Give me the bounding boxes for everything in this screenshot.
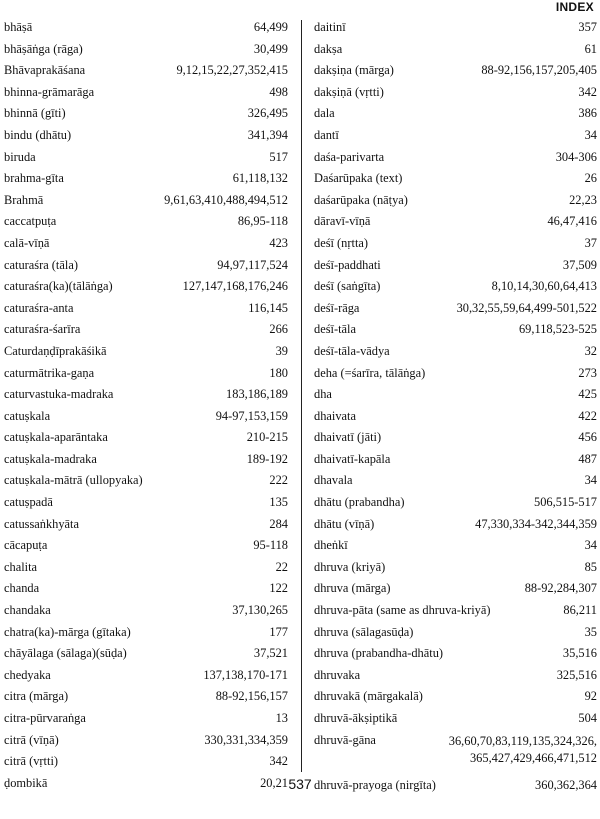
index-entry	[4, 106, 288, 128]
index-page-refs: 284	[269, 516, 288, 531]
index-term: dhaivatī (jāti)	[314, 430, 382, 445]
index-entry	[314, 279, 597, 301]
index-entry	[4, 495, 288, 517]
index-term: dhavala	[314, 473, 353, 488]
index-entry	[4, 42, 288, 64]
index-page-refs: 504	[578, 711, 597, 725]
index-page-refs: 64,499	[253, 20, 288, 34]
index-page-refs: 9,12,15,22,27,352,415	[176, 63, 288, 78]
index-page-refs: 37,130,265	[232, 603, 288, 618]
index-entry	[314, 711, 597, 733]
index-page-refs: 30,499	[253, 41, 288, 56]
index-entry	[4, 625, 288, 647]
index-term: citra-pūrvaraṅga	[4, 711, 86, 725]
index-entry	[4, 366, 288, 388]
index-entry	[314, 85, 597, 107]
column-divider	[301, 20, 302, 772]
index-entry	[314, 214, 597, 236]
index-page-refs: 86,211	[563, 603, 597, 618]
index-term: deśī-paddhati	[314, 257, 381, 272]
index-entry	[314, 560, 597, 582]
index-page-refs: 330,331,334,359	[204, 732, 288, 747]
index-page-refs: 37,509	[562, 257, 597, 272]
index-term: caturaśra (tāla)	[4, 257, 78, 272]
index-page-refs: 342	[269, 754, 288, 769]
index-page-refs: 35	[584, 624, 597, 639]
index-term: caturaśra-anta	[4, 300, 74, 315]
index-column-right	[314, 20, 597, 799]
index-term: deśī (nṛtta)	[314, 235, 369, 250]
index-term: catuṣkala-aparāntaka	[4, 430, 108, 445]
index-entry	[314, 646, 597, 668]
index-page-refs: 9,61,63,410,488,494,512	[164, 192, 288, 207]
index-term: bhāṣāṅga (rāga)	[4, 41, 83, 56]
index-page-refs: 47,330,334-342,344,359	[475, 516, 597, 531]
index-entry	[314, 495, 597, 517]
index-entry	[4, 322, 288, 344]
running-header: INDEX	[555, 0, 594, 14]
index-term: dhātu (vīṇā)	[314, 516, 375, 531]
index-term: catuṣkala	[4, 408, 51, 423]
index-entry	[4, 538, 288, 560]
index-entry	[4, 560, 288, 582]
index-page-refs: 137,138,170-171	[203, 667, 288, 682]
index-term: dhruva-pāta (same as dhruva-kriyā)	[314, 603, 491, 618]
index-page-refs: 86,95-118	[237, 214, 288, 229]
index-term: chalita	[4, 559, 38, 574]
index-page-refs: 189-192	[246, 451, 288, 466]
index-entry	[4, 150, 288, 172]
index-term: Daśarūpaka (text)	[314, 171, 403, 186]
index-term: bhinnā (gīti)	[4, 106, 66, 121]
index-page-refs: 425	[578, 387, 597, 402]
index-entry	[4, 387, 288, 409]
index-page-refs: 88-92,156,157	[215, 689, 288, 704]
index-page-refs: 37,521	[253, 646, 288, 661]
index-page-refs: 26	[584, 171, 597, 186]
index-term: chandaka	[4, 603, 51, 618]
index-entry	[4, 171, 288, 193]
index-page-refs: 85	[584, 559, 597, 574]
index-entry	[314, 409, 597, 431]
index-entry	[4, 452, 288, 474]
index-term: catuṣpadā	[4, 495, 53, 510]
index-term: catuṣkala-mātrā (ullopyaka)	[4, 473, 143, 488]
index-entry	[314, 20, 597, 42]
index-entry	[4, 63, 288, 85]
index-entry	[4, 85, 288, 107]
index-term: dheṅkī	[314, 538, 348, 553]
index-term: caturvastuka-madraka	[4, 387, 114, 402]
index-entry	[314, 517, 597, 539]
index-page-refs: 61	[584, 41, 597, 56]
index-page-refs: 517	[269, 149, 288, 164]
index-page-refs: 34	[584, 538, 597, 553]
index-entry	[314, 258, 597, 280]
index-page-refs: 273	[578, 365, 597, 380]
index-term: dakṣiṇā (vṛtti)	[314, 84, 384, 99]
index-entry	[314, 128, 597, 150]
index-entry	[314, 581, 597, 603]
index-entry	[4, 193, 288, 215]
index-entry	[314, 430, 597, 452]
index-page-refs: 32	[584, 343, 597, 358]
index-entry	[314, 106, 597, 128]
index-entry	[314, 322, 597, 344]
index-page-refs: 46,47,416	[547, 214, 597, 229]
index-term: caccatpuṭa	[4, 214, 57, 229]
index-entry	[314, 689, 597, 711]
index-term: Brahmā	[4, 192, 44, 207]
index-entry	[4, 754, 288, 776]
index-term: bhinna-grāmarāga	[4, 84, 95, 99]
index-page-refs: 357	[578, 20, 597, 34]
index-page-refs: 22	[275, 559, 288, 574]
index-page-refs: 122	[269, 581, 288, 596]
index-term: dhruva (prabandha-dhātu)	[314, 646, 444, 661]
index-term: caturaśra-śarīra	[4, 322, 81, 337]
index-page-refs: 342	[578, 84, 597, 99]
index-term: dhātu (prabandha)	[314, 495, 405, 510]
index-page-refs: 422	[578, 408, 597, 423]
index-page-refs: 95-118	[253, 538, 288, 553]
index-term: dhruva (kriyā)	[314, 559, 386, 574]
index-entry	[314, 452, 597, 474]
index-term: daitinī	[314, 20, 346, 34]
index-page-refs: 69,118,523-525	[518, 322, 597, 337]
index-page-refs: 34	[584, 473, 597, 488]
index-entry	[4, 20, 288, 42]
index-entry	[4, 517, 288, 539]
index-entry	[4, 711, 288, 733]
index-page-refs: 326,495	[247, 106, 288, 121]
index-entry	[314, 63, 597, 85]
index-entry	[4, 236, 288, 258]
page-number: 537	[288, 776, 312, 792]
index-page-refs: 456	[578, 430, 597, 445]
index-entry	[4, 473, 288, 495]
index-term: bindu (dhātu)	[4, 127, 72, 142]
index-page-refs: 30,32,55,59,64,499-501,522	[456, 300, 597, 315]
index-entry	[4, 344, 288, 366]
index-entry	[4, 128, 288, 150]
index-page-refs: 22,23	[569, 192, 597, 207]
index-term: citrā (vīṇā)	[4, 732, 59, 747]
index-page-refs: 37	[584, 235, 597, 250]
index-entry	[4, 733, 288, 755]
index-term: caturmātrika-gaṇa	[4, 365, 95, 380]
index-term: cācapuṭa	[4, 538, 48, 553]
index-term: catuṣkala-madraka	[4, 451, 97, 466]
index-page-refs: 13	[275, 711, 288, 725]
index-entry	[4, 279, 288, 301]
index-term: chanda	[4, 581, 40, 596]
index-page-refs: 222	[269, 473, 288, 488]
index-term: bhāṣā	[4, 20, 33, 34]
index-term: dala	[314, 106, 335, 121]
index-term: catussaṅkhyāta	[4, 516, 80, 531]
index-term: calā-vīṇā	[4, 235, 50, 250]
index-term: chatra(ka)-mārga (gītaka)	[4, 624, 131, 639]
index-entry	[314, 668, 597, 690]
index-entry	[314, 301, 597, 323]
index-term: citra (mārga)	[4, 689, 69, 704]
index-term: dhaivatī-kapāla	[314, 451, 391, 466]
index-term: Bhāvaprakāśana	[4, 63, 86, 78]
index-page-refs: 183,186,189	[226, 387, 288, 402]
index-page-refs: 266	[269, 322, 288, 337]
index-term: dhruvā-gāna	[314, 732, 376, 747]
index-term: dantī	[314, 127, 339, 142]
index-page-refs: 36,60,70,83,119,135,324,326, 365,427,429,466,471,512	[448, 733, 597, 765]
index-term: ḍombikā	[4, 775, 48, 790]
index-page-refs: 88-92,156,157,205,405	[481, 63, 597, 78]
index-term: caturaśra(ka)(tālāṅga)	[4, 279, 113, 294]
index-page-refs: 177	[269, 624, 288, 639]
index-term: dāravī-vīṇā	[314, 214, 371, 229]
index-term: dhaivata	[314, 408, 356, 423]
index-term: deśī (saṅgīta)	[314, 279, 381, 294]
index-entry	[314, 538, 597, 560]
index-term: dhruvaka	[314, 667, 361, 682]
index-column-left	[4, 20, 288, 797]
index-term: dakṣa	[314, 41, 343, 56]
index-term: brahma-gīta	[4, 171, 64, 186]
index-entry	[314, 366, 597, 388]
index-page-refs: 92	[584, 689, 597, 704]
index-page-refs: 8,10,14,30,60,64,413	[491, 279, 597, 294]
index-page-refs: 116,145	[248, 300, 288, 315]
index-page-refs: 94-97,153,159	[215, 408, 288, 423]
index-page-refs: 127,147,168,176,246	[182, 279, 288, 294]
index-entry	[314, 733, 597, 778]
index-entry	[4, 409, 288, 431]
index-term: deha (=śarīra, tālāṅga)	[314, 365, 426, 380]
index-page-refs: 88-92,284,307	[524, 581, 597, 596]
index-entry	[314, 473, 597, 495]
index-page-refs: 487	[578, 451, 597, 466]
index-entry	[314, 344, 597, 366]
index-term: chāyālaga (sālaga)(sūḍa)	[4, 646, 127, 661]
index-term: dhruva (mārga)	[314, 581, 391, 596]
index-page-refs: 61,118,132	[232, 171, 288, 186]
index-entry	[314, 236, 597, 258]
index-term: dha	[314, 387, 332, 402]
index-term: Caturdaṇḍīprakāśikā	[4, 343, 107, 358]
index-page-refs: 506,515-517	[534, 495, 597, 510]
index-page-refs: 135	[269, 495, 288, 510]
index-entry	[4, 689, 288, 711]
index-entry	[314, 603, 597, 625]
index-entry	[4, 258, 288, 280]
index-page-refs: 423	[269, 235, 288, 250]
index-entry	[314, 387, 597, 409]
index-entry	[314, 193, 597, 215]
index-page-refs: 341,394	[247, 127, 288, 142]
index-page-refs: 180	[269, 365, 288, 380]
index-page-refs: 35,516	[562, 646, 597, 661]
index-entry	[314, 150, 597, 172]
index-term: deśī-rāga	[314, 300, 360, 315]
index-entry	[4, 668, 288, 690]
index-page-refs: 498	[269, 84, 288, 99]
index-entry	[314, 42, 597, 64]
index-entry	[4, 603, 288, 625]
index-entry	[4, 214, 288, 236]
index-entry	[314, 171, 597, 193]
index-term: biruda	[4, 149, 36, 164]
index-page-refs: 360,362,364	[535, 777, 597, 792]
index-term: daśa-parivarta	[314, 149, 385, 164]
index-term: deśī-tāla-vādya	[314, 343, 390, 358]
index-entry	[4, 581, 288, 603]
index-entry	[314, 625, 597, 647]
index-entry	[4, 301, 288, 323]
index-term: dakṣiṇa (mārga)	[314, 63, 394, 78]
index-term: dhruvakā (mārgakalā)	[314, 689, 423, 704]
index-page-refs: 39	[275, 343, 288, 358]
index-term: deśī-tāla	[314, 322, 356, 337]
index-term: dhruva (sālagasūḍa)	[314, 624, 414, 639]
index-term: daśarūpaka (nāṭya)	[314, 192, 408, 207]
index-term: dhruvā-prayoga (nirgīta)	[314, 777, 436, 792]
index-page-refs: 386	[578, 106, 597, 121]
index-entry	[4, 646, 288, 668]
index-term: dhruvā-ākṣiptikā	[314, 711, 398, 725]
index-page-refs: 325,516	[556, 667, 597, 682]
index-page-refs: 20,21	[260, 775, 288, 790]
index-term: chedyaka	[4, 667, 51, 682]
index-page-refs: 34	[584, 127, 597, 142]
index-page-refs: 210-215	[246, 430, 288, 445]
index-term: citrā (vṛtti)	[4, 754, 59, 769]
index-page-refs: 94,97,117,524	[217, 257, 288, 272]
index-page-refs: 304-306	[555, 149, 597, 164]
index-entry	[4, 430, 288, 452]
